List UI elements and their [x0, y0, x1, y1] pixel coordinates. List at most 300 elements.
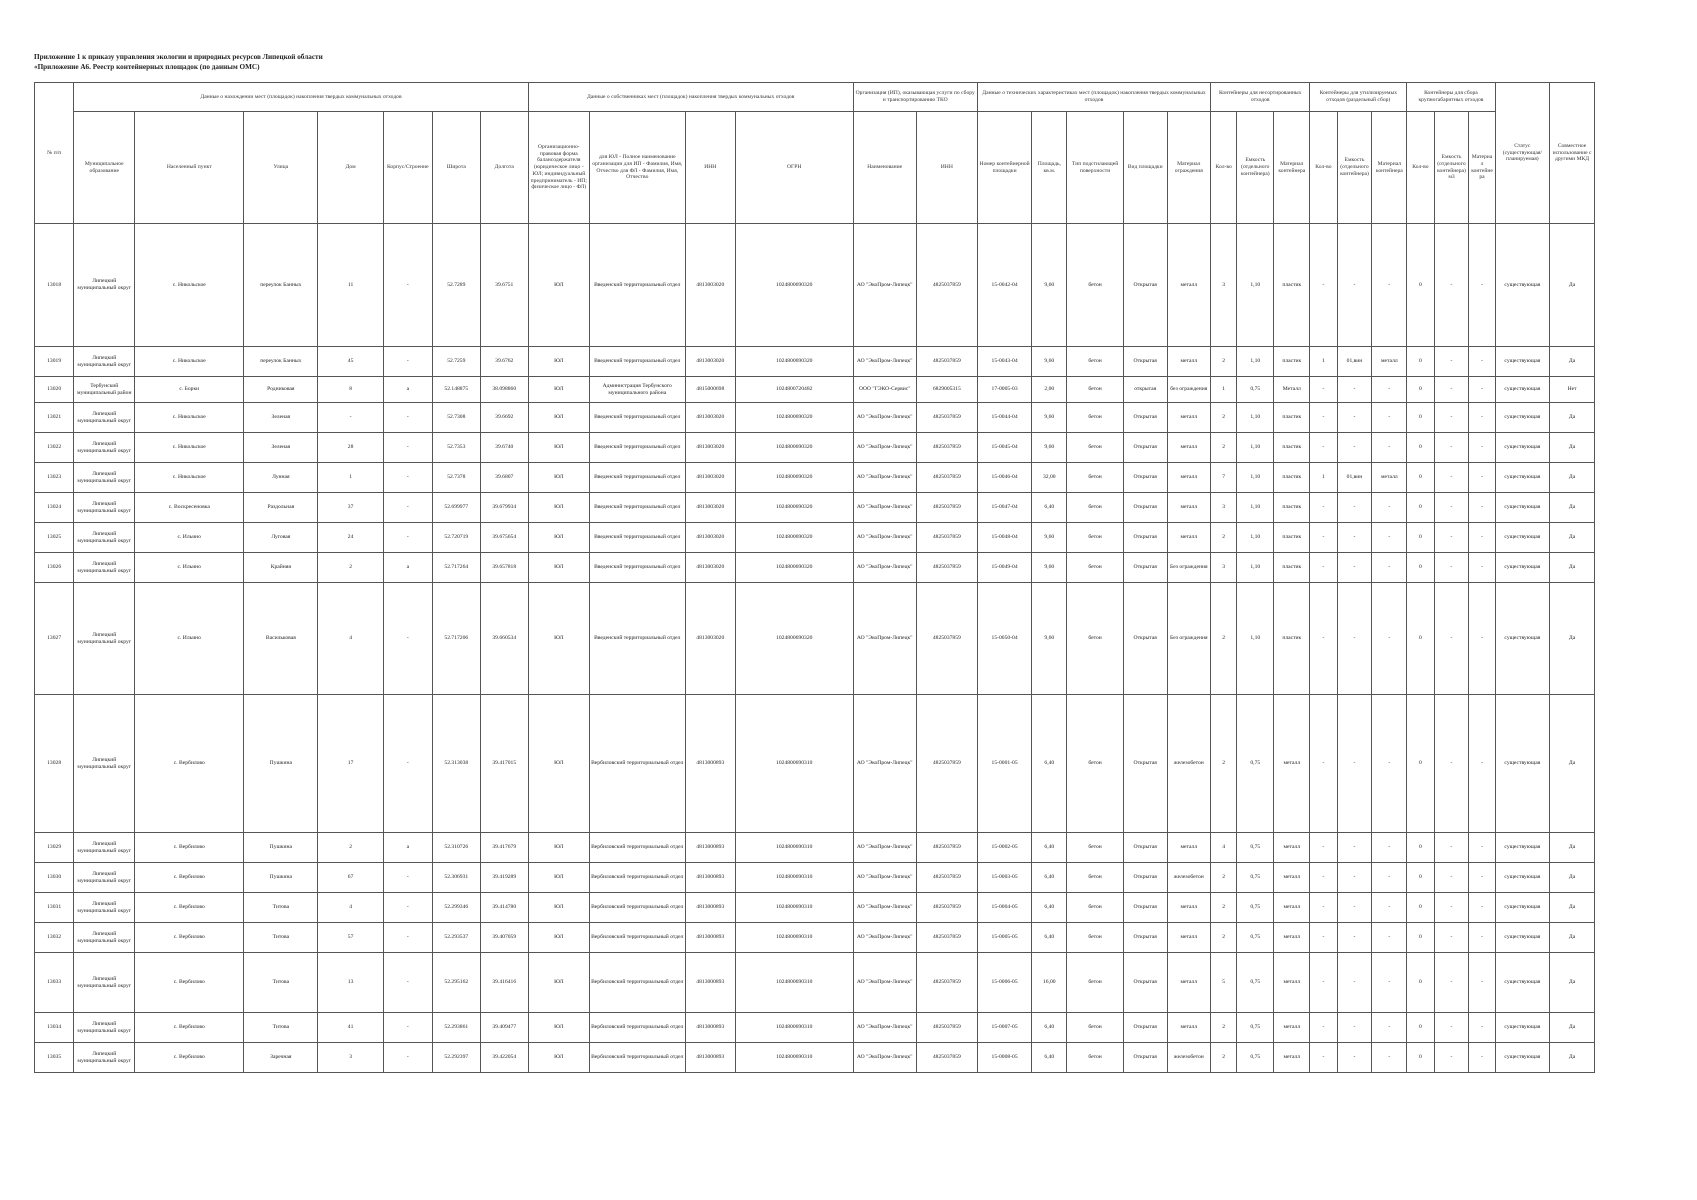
table-cell: - [1337, 403, 1372, 433]
table-cell: 52.313038 [432, 695, 480, 833]
table-cell: 67 [318, 863, 383, 893]
table-cell: - [383, 893, 432, 923]
registry-body [35, 224, 1595, 1073]
table-cell: Липецкий муниципальный округ [74, 923, 135, 953]
table-cell: - [1434, 1013, 1469, 1043]
table-cell: АО "ЭкоПром-Липецк" [853, 833, 916, 863]
table-cell: 52.720719 [432, 523, 480, 553]
table-cell: существующая [1495, 433, 1550, 463]
table-cell: 0 [1407, 863, 1434, 893]
table-cell: Липецкий муниципальный округ [74, 583, 135, 695]
table-cell: 13030 [35, 863, 74, 893]
table-cell: - [1469, 893, 1495, 923]
table-cell: ЮЛ [528, 695, 589, 833]
table-cell: 13034 [35, 1013, 74, 1043]
table-cell: 4813000893 [685, 953, 735, 1013]
table-cell: 1,10 [1237, 553, 1274, 583]
table-cell: Зеленая [244, 403, 318, 433]
table-cell: Открытая [1123, 403, 1167, 433]
table-cell: 15-0043-04 [977, 347, 1032, 377]
table-cell: Открытая [1123, 463, 1167, 493]
table-cell: 1024800690320 [735, 523, 853, 553]
col-org-inn: ИНН [916, 112, 977, 224]
table-cell: 0 [1407, 553, 1434, 583]
table-cell: 2 [318, 553, 383, 583]
table-cell: - [1372, 695, 1407, 833]
col-area: Площадь, кв.м. [1032, 112, 1067, 224]
table-cell: ЮЛ [528, 463, 589, 493]
table-cell: - [1469, 833, 1495, 863]
table-cell: - [1337, 1043, 1372, 1073]
table-cell: металл [1167, 493, 1211, 523]
table-cell: Васильковая [244, 583, 318, 695]
table-cell: бетон [1067, 493, 1124, 523]
table-cell: бетон [1067, 583, 1124, 695]
table-cell: 6,40 [1032, 833, 1067, 863]
table-cell: - [1337, 377, 1372, 403]
table-cell: 52.7378 [432, 463, 480, 493]
group-tech: Данные о технических характеристиках мест (площадок) накопления твердых коммунальных отходов [977, 83, 1210, 112]
table-cell: пластик [1274, 493, 1310, 523]
table-cell: Луговая [244, 523, 318, 553]
table-cell: 3 [318, 1043, 383, 1073]
table-cell: 7 [1211, 463, 1237, 493]
table-cell: 39.660534 [480, 583, 528, 695]
table-cell: 9,60 [1032, 224, 1067, 347]
table-cell: - [1434, 553, 1469, 583]
table-cell: - [383, 695, 432, 833]
table-cell: 45 [318, 347, 383, 377]
table-cell: - [1337, 863, 1372, 893]
table-cell: бетон [1067, 347, 1124, 377]
table-cell: 52.293861 [432, 1013, 480, 1043]
table-cell: металл [1274, 1013, 1310, 1043]
table-cell: 1024800690320 [735, 347, 853, 377]
table-cell: с. Вербилово [135, 893, 244, 923]
col-u-qty: Кол-во [1211, 112, 1237, 224]
table-cell: Введенский территориальный отдел [589, 583, 685, 695]
table-cell: 0,75 [1237, 923, 1274, 953]
table-cell: 13024 [35, 493, 74, 523]
col-u-cap: Емкость (отдельного контейнера) [1237, 112, 1274, 224]
table-cell: Открытая [1123, 224, 1167, 347]
table-cell: 2 [318, 833, 383, 863]
table-cell: - [1337, 833, 1372, 863]
table-cell: - [1337, 695, 1372, 833]
table-cell: 17-0005-03 [977, 377, 1032, 403]
table-cell: ЮЛ [528, 923, 589, 953]
group-cont-bulky: Контейнеры для сбора крупногабаритных отходов [1407, 83, 1495, 112]
table-cell: 0,75 [1237, 953, 1274, 1013]
table-cell: 39.414780 [480, 893, 528, 923]
table-cell: 4825037859 [916, 1043, 977, 1073]
table-cell: 4 [1211, 833, 1237, 863]
table-cell: 6,40 [1032, 493, 1067, 523]
table-cell: Да [1550, 433, 1595, 463]
col-b-cap: Емкость (отдельного контейнера) м3 [1434, 112, 1469, 224]
table-cell: ЮЛ [528, 493, 589, 523]
table-cell: 0 [1407, 523, 1434, 553]
table-cell: с. Вербилово [135, 863, 244, 893]
group-org: Организация (ИП), оказывающая услуги по сбору и транспортированию ТКО [853, 83, 977, 112]
table-cell: 13021 [35, 403, 74, 433]
table-cell: 6,40 [1032, 863, 1067, 893]
table-cell: - [1469, 583, 1495, 695]
table-cell: 1024800690310 [735, 953, 853, 1013]
group-cont-sorted: Контейнеры для утилизируемых отходов (раздельный сбор) [1310, 83, 1407, 112]
table-cell: ЮЛ [528, 953, 589, 1013]
table-cell: - [1469, 347, 1495, 377]
table-cell: 52.7353 [432, 433, 480, 463]
table-cell: металл [1167, 953, 1211, 1013]
table-cell: - [1434, 493, 1469, 523]
table-cell: Липецкий муниципальный округ [74, 1013, 135, 1043]
table-cell: 4825037859 [916, 224, 977, 347]
table-cell: Открытая [1123, 695, 1167, 833]
table-cell: ЮЛ [528, 523, 589, 553]
table-cell: АО "ЭкоПром-Липецк" [853, 347, 916, 377]
table-cell: бетон [1067, 923, 1124, 953]
table-cell: пластик [1274, 224, 1310, 347]
table-cell: - [1372, 523, 1407, 553]
table-cell: 1 [1310, 347, 1337, 377]
table-cell: существующая [1495, 377, 1550, 403]
table-cell: 39.6807 [480, 463, 528, 493]
table-cell: с. Борки [135, 377, 244, 403]
table-cell: Липецкий муниципальный округ [74, 553, 135, 583]
table-cell: Родниковая [244, 377, 318, 403]
table-cell: Нет [1550, 377, 1595, 403]
table-cell: - [1310, 923, 1337, 953]
table-cell: 2 [1211, 583, 1237, 695]
table-cell: - [1337, 433, 1372, 463]
table-cell: - [1434, 953, 1469, 1013]
table-cell: - [1434, 893, 1469, 923]
table-cell: 15-0003-05 [977, 863, 1032, 893]
table-cell: 15-0048-04 [977, 523, 1032, 553]
table-cell: 9,60 [1032, 583, 1067, 695]
col-lon: Долгота [480, 112, 528, 224]
table-cell: существующая [1495, 893, 1550, 923]
table-cell: 13020 [35, 377, 74, 403]
col-ogrn: ОГРН [735, 112, 853, 224]
table-cell: - [1372, 923, 1407, 953]
table-cell: АО "ЭкоПром-Липецк" [853, 923, 916, 953]
table-cell: Открытая [1123, 833, 1167, 863]
group-cont-unsorted: Контейнеры для несортированных отходов [1211, 83, 1310, 112]
table-cell: Липецкий муниципальный округ [74, 463, 135, 493]
table-cell: - [383, 583, 432, 695]
table-cell: - [1310, 224, 1337, 347]
table-cell: Зеленая [244, 433, 318, 463]
table-cell: ЮЛ [528, 863, 589, 893]
table-cell: Введенский территориальный отдел [589, 347, 685, 377]
group-location: Данные о нахождении мест (площадок) накопления твердых коммунальных отходов [74, 83, 529, 112]
table-cell: 9,60 [1032, 347, 1067, 377]
table-cell: 4813003020 [685, 553, 735, 583]
table-cell: 0 [1407, 953, 1434, 1013]
table-cell: пластик [1274, 523, 1310, 553]
table-cell: 1024800690320 [735, 224, 853, 347]
table-cell: 2 [1211, 1013, 1237, 1043]
table-cell: 15-0049-04 [977, 553, 1032, 583]
table-cell: существующая [1495, 923, 1550, 953]
table-cell: металл [1167, 523, 1211, 553]
table-cell: 37 [318, 493, 383, 523]
table-row [35, 583, 1595, 695]
table-cell: с. Никольское [135, 433, 244, 463]
table-cell: - [383, 1013, 432, 1043]
table-cell: 15-0042-04 [977, 224, 1032, 347]
table-cell: Введенский территориальный отдел [589, 433, 685, 463]
table-cell: - [1337, 553, 1372, 583]
table-cell: 4813003020 [685, 523, 735, 553]
table-cell: - [1310, 1043, 1337, 1073]
table-cell: - [1469, 695, 1495, 833]
table-cell: 1,10 [1237, 347, 1274, 377]
table-cell: Пушкина [244, 695, 318, 833]
table-cell: 0 [1407, 1013, 1434, 1043]
table-cell: 6,40 [1032, 923, 1067, 953]
table-cell: Да [1550, 833, 1595, 863]
table-cell: 41 [318, 1013, 383, 1043]
table-cell: существующая [1495, 493, 1550, 523]
table-cell: металл [1274, 923, 1310, 953]
table-cell: - [1337, 1013, 1372, 1043]
table-cell: пластик [1274, 553, 1310, 583]
table-cell: с. Никольское [135, 463, 244, 493]
table-cell: существующая [1495, 463, 1550, 493]
group-header-row [35, 83, 1595, 112]
table-cell: 13028 [35, 695, 74, 833]
table-cell: бетон [1067, 833, 1124, 863]
table-cell: ЮЛ [528, 553, 589, 583]
table-cell: 13033 [35, 953, 74, 1013]
table-cell: - [1469, 1013, 1495, 1043]
table-cell: - [1337, 893, 1372, 923]
table-cell: - [1310, 523, 1337, 553]
table-cell: 15-0002-05 [977, 833, 1032, 863]
table-cell: - [383, 224, 432, 347]
table-cell: - [1310, 553, 1337, 583]
table-cell: 52.293537 [432, 923, 480, 953]
table-cell: 39.416416 [480, 953, 528, 1013]
table-cell: существующая [1495, 403, 1550, 433]
table-cell: 0,75 [1237, 863, 1274, 893]
table-cell: - [383, 493, 432, 523]
table-cell: - [1372, 1043, 1407, 1073]
table-cell: 1,10 [1237, 224, 1274, 347]
table-cell: 4813000893 [685, 695, 735, 833]
table-row [35, 493, 1595, 523]
table-cell: 9,60 [1032, 403, 1067, 433]
table-cell: АО "ЭкоПром-Липецк" [853, 583, 916, 695]
table-cell: 15-0045-04 [977, 433, 1032, 463]
table-cell: - [383, 433, 432, 463]
col-shared: Совместное использование с другими МКД [1550, 83, 1595, 224]
col-street: Улица [244, 112, 318, 224]
table-cell: существующая [1495, 224, 1550, 347]
table-cell: 1,10 [1237, 433, 1274, 463]
table-cell: Вербиловский территориальный отдел [589, 863, 685, 893]
table-cell: 52.310726 [432, 833, 480, 863]
table-cell: с. Вербилово [135, 833, 244, 863]
table-cell: ЮЛ [528, 1043, 589, 1073]
table-cell: металл [1274, 893, 1310, 923]
table-cell: Открытая [1123, 953, 1167, 1013]
header-line-1: Приложение 1 к приказу управления экологии и природных ресурсов Липецкой области [34, 53, 323, 61]
table-cell: 0,75 [1237, 833, 1274, 863]
col-status: Статус (существующая/ планируемая) [1495, 83, 1550, 224]
table-cell: металл [1274, 1043, 1310, 1073]
table-cell: Да [1550, 863, 1595, 893]
table-row [35, 833, 1595, 863]
table-cell: - [1469, 1043, 1495, 1073]
table-cell: - [1469, 923, 1495, 953]
table-cell: 52.7289 [432, 224, 480, 347]
table-cell: - [1372, 553, 1407, 583]
table-cell: Вербиловский территориальный отдел [589, 695, 685, 833]
table-cell: - [1434, 583, 1469, 695]
table-cell: - [1434, 923, 1469, 953]
table-cell: бетон [1067, 403, 1124, 433]
table-cell: Да [1550, 583, 1595, 695]
table-cell: 1024800690310 [735, 923, 853, 953]
table-cell: - [1337, 493, 1372, 523]
table-cell: - [1310, 493, 1337, 523]
table-cell: 6,40 [1032, 1043, 1067, 1073]
col-org-name: Наименование [853, 112, 916, 224]
table-cell: 4813000893 [685, 893, 735, 923]
table-cell: металл [1372, 347, 1407, 377]
table-cell: - [1310, 1013, 1337, 1043]
table-cell: железобетон [1167, 1043, 1211, 1073]
table-cell: 13029 [35, 833, 74, 863]
table-cell: Открытая [1123, 553, 1167, 583]
table-cell: Заречная [244, 1043, 318, 1073]
table-cell: АО "ЭкоПром-Липецк" [853, 463, 916, 493]
table-row [35, 923, 1595, 953]
table-cell: 1024800690320 [735, 583, 853, 695]
table-cell: - [1310, 863, 1337, 893]
table-cell: Открытая [1123, 863, 1167, 893]
table-cell: 4813003020 [685, 583, 735, 695]
table-cell: 2 [1211, 347, 1237, 377]
table-cell: Липецкий муниципальный округ [74, 433, 135, 463]
table-cell: - [1372, 953, 1407, 1013]
table-cell: - [1337, 523, 1372, 553]
table-cell: ЮЛ [528, 347, 589, 377]
table-cell: 15-0044-04 [977, 403, 1032, 433]
table-cell: - [383, 463, 432, 493]
table-cell: 39.407059 [480, 923, 528, 953]
table-cell: 0 [1407, 463, 1434, 493]
table-cell: Да [1550, 1013, 1595, 1043]
table-cell: Да [1550, 493, 1595, 523]
table-cell: АО "ЭкоПром-Липецк" [853, 893, 916, 923]
table-cell: АО "ЭкоПром-Липецк" [853, 553, 916, 583]
table-cell: 1024800690320 [735, 403, 853, 433]
table-cell: 13032 [35, 923, 74, 953]
table-cell: 1024800690320 [735, 553, 853, 583]
table-cell: Пушкина [244, 833, 318, 863]
table-cell: 4813000893 [685, 1043, 735, 1073]
table-cell: Открытая [1123, 583, 1167, 695]
table-cell: - [1337, 583, 1372, 695]
table-cell: с. Вербилово [135, 695, 244, 833]
table-cell: 11 [318, 224, 383, 347]
table-cell: 52.306931 [432, 863, 480, 893]
table-cell: - [383, 923, 432, 953]
table-cell: Липецкий муниципальный округ [74, 403, 135, 433]
table-cell: 4825037859 [916, 553, 977, 583]
table-cell: 4825037859 [916, 695, 977, 833]
table-cell: - [1372, 224, 1407, 347]
table-cell: 15-0007-05 [977, 1013, 1032, 1043]
table-cell: - [1372, 433, 1407, 463]
table-cell: 52.299346 [432, 893, 480, 923]
table-cell: 4813003020 [685, 403, 735, 433]
table-cell: 1024800690320 [735, 433, 853, 463]
table-cell: - [1434, 463, 1469, 493]
table-cell: 4825037859 [916, 1013, 977, 1043]
table-row [35, 403, 1595, 433]
table-cell: 3 [1211, 493, 1237, 523]
table-cell: 2 [1211, 695, 1237, 833]
table-cell: 39.6751 [480, 224, 528, 347]
table-cell: 6,40 [1032, 695, 1067, 833]
table-cell: а [383, 833, 432, 863]
table-row [35, 893, 1595, 923]
table-cell: 13018 [35, 224, 74, 347]
table-row [35, 523, 1595, 553]
table-cell: с. Никольское [135, 347, 244, 377]
table-cell: - [1310, 403, 1337, 433]
table-cell: 39.6762 [480, 347, 528, 377]
table-cell: существующая [1495, 347, 1550, 377]
table-cell: 1 [1310, 463, 1337, 493]
table-cell: 15-0046-04 [977, 463, 1032, 493]
table-cell: металл [1167, 403, 1211, 433]
table-cell: - [1310, 833, 1337, 863]
table-cell: бетон [1067, 863, 1124, 893]
table-cell: Введенский территориальный отдел [589, 463, 685, 493]
col-b-qty: Кол-во [1407, 112, 1434, 224]
table-cell: - [1434, 347, 1469, 377]
table-cell: 4825037859 [916, 523, 977, 553]
table-cell: 52.699977 [432, 493, 480, 523]
table-cell: - [383, 347, 432, 377]
table-cell: 13025 [35, 523, 74, 553]
table-cell: Открытая [1123, 523, 1167, 553]
table-cell: Липецкий муниципальный округ [74, 523, 135, 553]
table-cell: металл [1167, 224, 1211, 347]
table-cell: Да [1550, 695, 1595, 833]
table-cell: - [1434, 523, 1469, 553]
col-owner-name: для ЮЛ - Полное наименование организации для ИП - Фамилия, Имя, Отчество для ФЛ - Фамилия, Имя, Отчество [589, 112, 685, 224]
col-surface: Тип подстилающей поверхности [1067, 112, 1124, 224]
table-cell: с. Вербилово [135, 1043, 244, 1073]
table-cell: Да [1550, 553, 1595, 583]
table-cell: - [1434, 224, 1469, 347]
table-cell: - [1310, 377, 1337, 403]
table-cell: 1 [1211, 377, 1237, 403]
table-row [35, 863, 1595, 893]
table-cell: Да [1550, 923, 1595, 953]
table-cell: - [1372, 403, 1407, 433]
table-cell: АО "ЭкоПром-Липецк" [853, 953, 916, 1013]
table-cell: 13 [318, 953, 383, 1013]
